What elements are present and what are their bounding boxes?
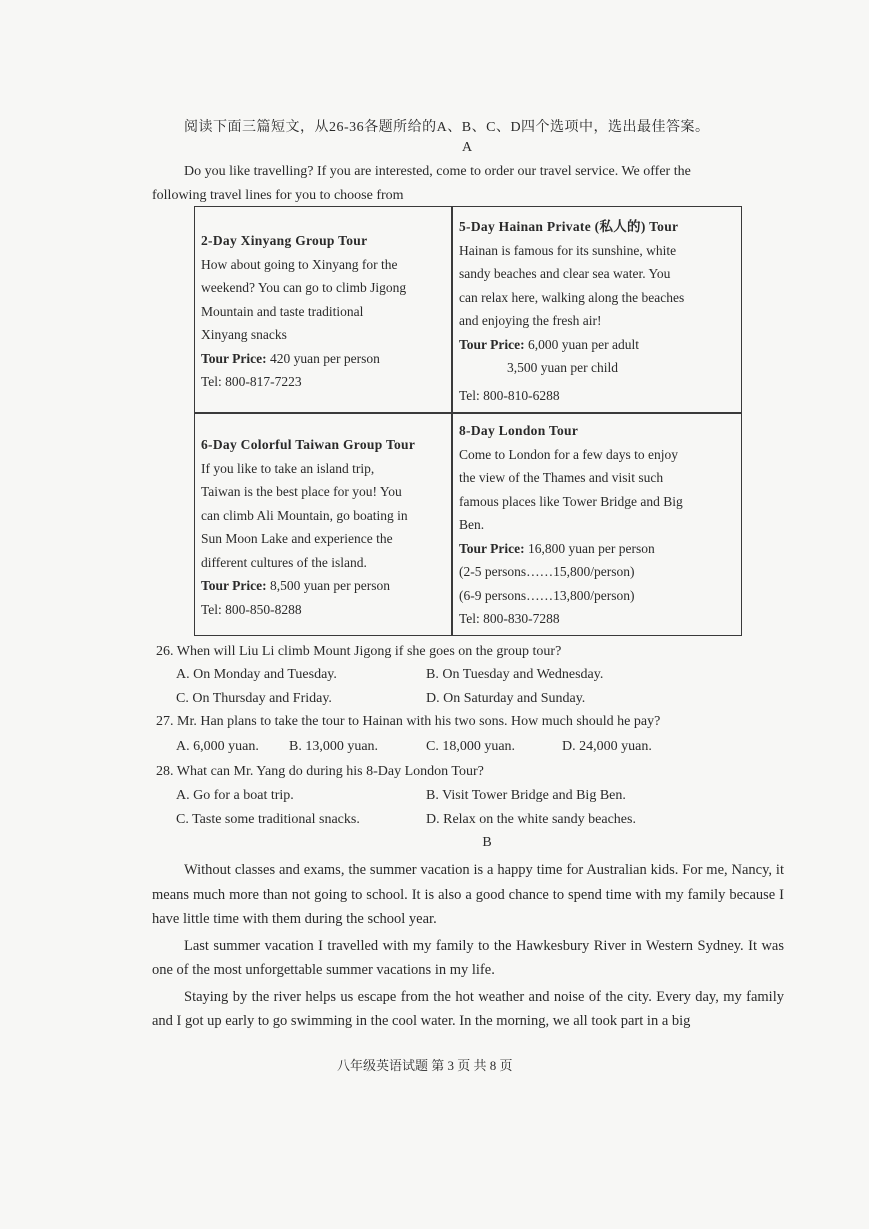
section-a-label: A <box>461 140 473 155</box>
intro-line-1: Do you like travelling? If you are interested, come to order our travel service. We offer the <box>184 164 691 179</box>
option-27-a[interactable]: A. 6,000 yuan. <box>176 739 259 754</box>
price-group-large: (6-9 persons……13,800/person) <box>459 587 635 603</box>
price-value: 16,800 yuan per person <box>528 540 655 556</box>
intro-line-2: following travel lines for you to choose from <box>152 188 404 203</box>
tour-desc-line: can relax here, walking along the beaches <box>459 289 685 305</box>
option-28-d[interactable]: D. Relax on the white sandy beaches. <box>426 812 636 827</box>
tour-title: 6-Day Colorful Taiwan Group Tour <box>201 437 416 452</box>
price-group-small: (2-5 persons……15,800/person) <box>459 564 635 579</box>
tour-tel: Tel: 800-830-7288 <box>459 611 560 626</box>
option-28-b[interactable]: B. Visit Tower Bridge and Big Ben. <box>426 788 626 803</box>
tour-desc-line: can climb Ali Mountain, go boating in <box>201 507 408 523</box>
option-28-a[interactable]: A. Go for a boat trip. <box>176 788 294 803</box>
tour-desc-line: and enjoying the fresh air! <box>459 313 602 328</box>
question-26: 26. When will Liu Li climb Mount Jigong if she goes on the group tour? <box>156 644 562 659</box>
option-27-b[interactable]: B. 13,000 yuan. <box>289 739 379 754</box>
tour-desc-line: different cultures of the island. <box>201 554 367 570</box>
tour-price <box>201 574 445 598</box>
option-28-c[interactable]: C. Taste some traditional snacks. <box>176 812 360 827</box>
tour-cell-hainan <box>453 207 743 415</box>
tour-desc-line: Xinyang snacks <box>201 327 287 342</box>
tour-cell-xinyang <box>195 221 451 402</box>
tour-tel: Tel: 800-850-8288 <box>201 601 302 617</box>
tour-desc-line: Sun Moon Lake and experience the <box>201 531 393 546</box>
option-26-a[interactable]: A. On Monday and Tuesday. <box>176 667 337 682</box>
price-value: 8,500 yuan per person <box>270 578 390 593</box>
option-27-d[interactable]: D. 24,000 yuan. <box>562 739 652 754</box>
tour-price <box>459 537 737 561</box>
tour-desc-line: the view of the Thames and visit such <box>459 470 664 485</box>
tour-desc-line: Mountain and taste traditional <box>201 303 364 319</box>
tour-tel: Tel: 800-817-7223 <box>201 374 302 389</box>
tour-tel: Tel: 800-810-6288 <box>459 387 560 403</box>
price-value: 420 yuan per person <box>270 350 380 366</box>
price-label: Tour Price: <box>201 350 267 366</box>
option-27-c[interactable]: C. 18,000 yuan. <box>426 739 516 754</box>
passage-paragraph: Last summer vacation I travelled with my family to the Hawkesbury River in Western Sydney. It was one of the most unforgettable summer vacations in my life. <box>152 937 784 978</box>
tour-desc-line: If you like to take an island trip, <box>201 460 375 476</box>
tour-title: 2-Day Xinyang Group Tour <box>201 233 368 248</box>
option-26-c[interactable]: C. On Thursday and Friday. <box>176 691 332 706</box>
passage-b <box>152 858 784 1034</box>
tour-desc-line: Hainan is famous for its sunshine, white <box>459 242 677 258</box>
tour-price <box>459 333 737 357</box>
tour-desc-line: sandy beaches and clear sea water. You <box>459 266 671 281</box>
tour-title: 8-Day London Tour <box>459 423 579 438</box>
tour-desc-line: weekend? You can go to climb Jigong <box>201 280 407 295</box>
price-child: 3,500 yuan per child <box>507 360 618 375</box>
tour-cell-london <box>453 411 743 639</box>
page-footer: 八年级英语试题 第 3 页 共 8 页 <box>337 1058 513 1073</box>
section-b-label: B <box>482 835 492 850</box>
question-27: 27. Mr. Han plans to take the tour to Hainan with his two sons. How much should he pay? <box>156 714 661 729</box>
option-26-b[interactable]: B. On Tuesday and Wednesday. <box>426 667 604 682</box>
option-26-d[interactable]: D. On Saturday and Sunday. <box>426 691 586 706</box>
tour-desc-line: Ben. <box>459 517 485 532</box>
tour-desc-line: Taiwan is the best place for you! You <box>201 484 402 499</box>
tour-desc-line: How about going to Xinyang for the <box>201 256 398 272</box>
instruction-text: 阅读下面三篇短文，从26-36各题所给的A、B、C、D四个选项中，选出最佳答案。 <box>184 120 710 135</box>
tour-desc-line: famous places like Tower Bridge and Big <box>459 493 683 509</box>
price-label: Tour Price: <box>459 540 525 556</box>
tour-title: 5-Day Hainan Private (私人的) Tour <box>459 219 679 234</box>
passage-paragraph: Without classes and exams, the summer vacation is a happy time for Australian kids. For me, Nancy, it means much more than not going to school. It is also a good chance to spend time with my family because I have little time with them during the school year. <box>152 862 784 927</box>
price-label: Tour Price: <box>201 578 267 593</box>
question-28: 28. What can Mr. Yang do during his 8-Day London Tour? <box>156 764 484 779</box>
tour-cell-taiwan <box>195 425 451 629</box>
price-value: 6,000 yuan per adult <box>528 336 639 352</box>
tour-price <box>201 347 445 371</box>
passage-paragraph: Staying by the river helps us escape from the hot weather and noise of the city. Every day, my family and I got up early to go swimming in the cool water. In the morning, we all took part in a big <box>152 988 784 1029</box>
tour-desc-line: Come to London for a few days to enjoy <box>459 446 678 462</box>
price-label: Tour Price: <box>459 336 525 352</box>
tour-table <box>194 206 742 636</box>
